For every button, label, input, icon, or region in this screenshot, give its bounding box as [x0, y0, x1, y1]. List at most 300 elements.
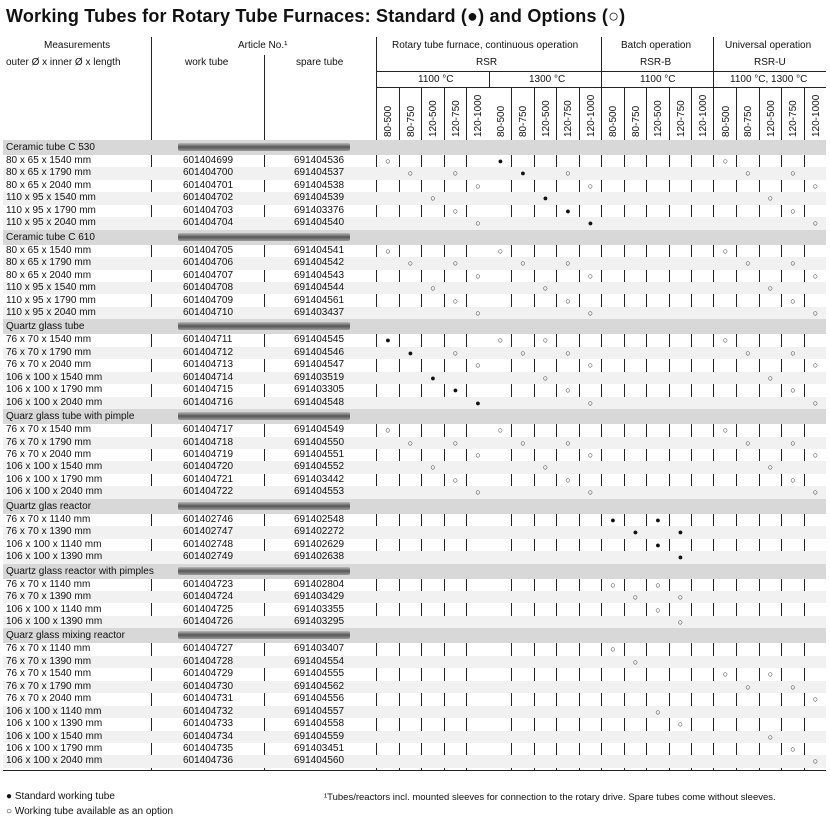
spare-tube-cell: 691402629	[294, 538, 345, 550]
measurement-cell: 80 x 65 x 1540 mm	[6, 155, 92, 166]
work-tube-cell: 601404704	[183, 217, 234, 229]
column-header: 80-500	[495, 105, 507, 137]
spare-tube-cell: 691403407	[294, 643, 345, 655]
spare-tube-cell: 691404548	[294, 396, 345, 408]
measurement-cell: 76 x 70 x 1790 mm	[6, 680, 92, 692]
option-mark: ○	[767, 669, 774, 680]
option-mark: ○	[452, 258, 459, 269]
work-tube-cell: 601402749	[183, 551, 234, 563]
work-tube-cell: 601404724	[183, 591, 234, 603]
legend-standard: ● Standard working tube	[6, 791, 115, 802]
row-stripe	[3, 616, 826, 628]
row-stripe	[3, 307, 826, 319]
column-header: 120-500	[653, 100, 664, 137]
work-tube-cell: 601404726	[183, 615, 234, 627]
option-mark: ○	[520, 347, 526, 358]
group-band	[3, 230, 826, 245]
measurement-cell: 76 x 70 x 1540 mm	[6, 424, 92, 436]
measurement-cell: 106 x 100 x 1390 mm	[6, 551, 103, 563]
option-mark: ○	[497, 335, 504, 346]
measurement-cell: 106 x 100 x 1140 mm	[6, 705, 102, 717]
measurement-cell: 80 x 65 x 1790 mm	[6, 167, 92, 179]
option-mark: ○	[745, 437, 751, 448]
work-tube-cell: 601404732	[183, 705, 234, 717]
work-tube-cell: 601404706	[183, 257, 234, 269]
column-header: 120-1000	[585, 94, 597, 137]
work-tube-cell: 601404707	[183, 269, 234, 281]
row-stripe	[3, 282, 826, 294]
measurement-cell: 110 x 95 x 1540 mm	[6, 192, 96, 204]
option-mark: ○	[587, 360, 594, 371]
work-tube-cell: 601404718	[183, 436, 234, 448]
work-tube-cell: 601404717	[183, 424, 234, 436]
measurement-cell: 106 x 100 x 1540 mm	[6, 371, 103, 383]
work-tube-cell: 601402747	[183, 526, 234, 538]
standard-mark: ●	[632, 527, 639, 538]
spare-tube-cell: 691404550	[294, 436, 345, 448]
option-mark: ○	[767, 462, 774, 473]
work-tube-cell: 601404711	[183, 334, 233, 346]
work-tube-cell: 601404708	[183, 282, 234, 294]
spare-tube-cell: 691402548	[294, 513, 345, 525]
measurement-cell: 106 x 100 x 1140 mm	[6, 603, 102, 615]
option-mark: ○	[385, 425, 391, 436]
rsrb-temp-header: 1100 °C	[640, 74, 676, 85]
option-mark: ○	[452, 437, 459, 448]
work-tube-cell: 601404700	[183, 167, 234, 179]
work-tube-cell: 601404730	[183, 680, 234, 692]
option-mark: ○	[790, 347, 796, 358]
option-mark: ○	[655, 604, 661, 615]
tube-image	[178, 322, 350, 330]
option-mark: ○	[767, 372, 774, 383]
spare-tube-cell: 691403305	[294, 384, 345, 396]
measurement-cell: 110 x 95 x 2040 mm	[6, 306, 96, 318]
header-line	[377, 71, 826, 72]
row-stripe	[3, 526, 826, 538]
measurements-subheader: outer Ø x inner Ø x length	[6, 57, 121, 68]
option-mark: ○	[407, 258, 414, 269]
standard-mark: ●	[430, 372, 436, 383]
column-header: 120-500	[428, 100, 439, 137]
work-tube-cell: 601404716	[183, 396, 234, 408]
option-mark: ○	[812, 307, 819, 318]
option-mark: ○	[475, 450, 481, 460]
measurement-cell: 76 x 70 x 2040 mm	[6, 449, 92, 460]
work-tube-cell: 601404735	[183, 743, 234, 754]
measurement-cell: 76 x 70 x 1790 mm	[6, 346, 92, 358]
work-tube-cell: 601404733	[183, 718, 234, 730]
measurement-cell: 110 x 95 x 1540 mm	[6, 282, 96, 294]
work-tube-cell: 601404713	[183, 359, 234, 371]
measurement-cell: 106 x 100 x 2040 mm	[6, 486, 103, 498]
standard-mark: ●	[452, 385, 459, 396]
standard-mark: ●	[655, 514, 661, 525]
option-mark: ○	[452, 474, 459, 485]
tube-image	[178, 143, 350, 151]
option-mark: ○	[812, 450, 819, 460]
row-stripe	[3, 755, 826, 767]
spare-tube-cell: 691402804	[294, 578, 345, 590]
group-name: Ceramic tube C 610	[6, 231, 95, 243]
column-header: 120-1000	[810, 94, 822, 137]
divider-line	[489, 72, 490, 88]
standard-mark: ●	[407, 347, 414, 358]
standard-mark: ●	[475, 397, 481, 408]
measurement-cell: 110 x 95 x 2040 mm	[6, 217, 96, 229]
spare-tube-cell: 691403442	[294, 473, 345, 485]
option-mark: ○	[542, 335, 549, 346]
spare-tube-cell: 691404537	[294, 167, 345, 179]
option-mark: ○	[565, 474, 571, 485]
column-header: 120-750	[450, 100, 462, 137]
option-mark: ○	[475, 218, 481, 229]
option-mark: ○	[452, 168, 459, 179]
option-mark: ○	[722, 335, 729, 346]
option-mark: ○	[790, 385, 796, 396]
spare-tube-cell: 691404536	[294, 155, 345, 166]
option-mark: ○	[565, 295, 571, 306]
standard-mark: ●	[497, 156, 504, 166]
work-tube-cell: 601402748	[183, 538, 234, 550]
column-header: 120-1000	[698, 94, 709, 137]
measurement-cell: 106 x 100 x 1390 mm	[6, 615, 103, 627]
work-tube-cell: 601404720	[183, 461, 234, 473]
option-mark: ○	[677, 616, 684, 627]
option-mark: ○	[655, 706, 661, 717]
rsr-group-header: Rotary tube furnace, continuous operation	[392, 40, 579, 51]
option-mark: ○	[812, 397, 819, 408]
option-mark: ○	[385, 156, 391, 166]
spare-tube-cell: 691403376	[294, 204, 345, 216]
option-mark: ○	[812, 360, 819, 371]
option-mark: ○	[475, 270, 481, 281]
work-tube-cell: 601404715	[183, 384, 234, 396]
spare-tube-cell: 691404553	[294, 486, 345, 498]
option-mark: ○	[632, 592, 639, 603]
option-mark: ○	[745, 258, 751, 269]
tube-image	[178, 412, 350, 420]
column-header: 80-500	[720, 105, 732, 137]
spare-tube-cell: 691403429	[294, 591, 345, 603]
table-bottom-line	[3, 770, 826, 771]
option-mark: ○	[722, 425, 729, 436]
option-mark: ○	[722, 245, 729, 256]
spare-tube-cell: 691404554	[294, 655, 345, 667]
column-header: 80-750	[405, 105, 417, 137]
option-mark: ○	[407, 168, 414, 179]
option-mark: ○	[767, 193, 774, 204]
option-mark: ○	[677, 592, 684, 603]
measurement-cell: 76 x 70 x 1390 mm	[6, 526, 92, 538]
work-tube-cell: 601404701	[183, 179, 234, 191]
standard-mark: ●	[677, 527, 684, 538]
measurement-cell: 80 x 65 x 2040 mm	[6, 269, 92, 281]
row-stripe	[3, 372, 826, 384]
measurement-cell: 106 x 100 x 1790 mm	[6, 743, 103, 754]
spare-tube-cell: 691404546	[294, 346, 345, 358]
option-mark: ○	[610, 579, 616, 590]
option-mark: ○	[542, 283, 549, 294]
rsrb-model-header: RSR-B	[640, 57, 672, 68]
spare-tube-cell: 691404558	[294, 718, 345, 730]
work-tube-cell: 601404729	[183, 668, 234, 680]
spare-tube-cell: 691403437	[294, 306, 345, 318]
option-mark: ○	[475, 487, 481, 498]
option-mark: ○	[790, 205, 796, 216]
spare-tube-cell: 691404538	[294, 179, 345, 191]
column-header: 80-750	[743, 105, 754, 137]
column-header: 120-500	[540, 100, 552, 137]
header-line	[377, 87, 826, 88]
option-mark: ○	[632, 656, 639, 667]
measurement-cell: 106 x 100 x 1540 mm	[6, 461, 103, 473]
row-stripe	[3, 486, 826, 498]
spare-tube-cell: 691404561	[294, 294, 345, 306]
standard-mark: ●	[587, 218, 594, 229]
measurement-cell: 76 x 70 x 2040 mm	[6, 693, 92, 705]
group-name: Quartz glass reactor with pimples	[6, 565, 154, 577]
measurement-cell: 80 x 65 x 1790 mm	[6, 257, 92, 269]
spare-tube-cell: 691403355	[294, 603, 345, 615]
work-tube-cell: 601404728	[183, 655, 234, 667]
spare-tube-cell: 691404559	[294, 730, 345, 742]
option-mark: ○	[790, 474, 796, 485]
measurement-cell: 76 x 70 x 1390 mm	[6, 591, 92, 603]
measurement-cell: 76 x 70 x 1540 mm	[6, 668, 92, 680]
spare-tube-cell: 691404544	[294, 282, 345, 294]
work-tube-cell: 601404723	[183, 578, 234, 590]
row-stripe	[3, 731, 826, 743]
column-header: 80-750	[630, 105, 642, 137]
spare-tube-cell: 691404541	[294, 244, 345, 256]
rsrb-group-header: Batch operation	[621, 40, 692, 51]
option-mark: ○	[722, 669, 729, 680]
option-mark: ○	[430, 193, 436, 204]
work-tube-cell: 601404703	[183, 204, 234, 216]
option-mark: ○	[610, 644, 616, 655]
option-mark: ○	[542, 462, 549, 473]
legend-option: ○ Working tube available as an option	[6, 806, 174, 817]
option-mark: ○	[587, 307, 594, 318]
tube-image	[178, 502, 350, 510]
row-stripe	[3, 706, 826, 718]
spare-tube-cell: 691404556	[294, 693, 345, 705]
work-tube-cell: 601404705	[183, 244, 234, 256]
work-tube-cell: 601404714	[183, 371, 234, 383]
work-tube-header: work tube	[185, 57, 229, 68]
work-tube-cell: 601404727	[183, 643, 234, 655]
option-mark: ○	[452, 347, 459, 358]
work-tube-cell: 601404710	[183, 306, 234, 318]
option-mark: ○	[790, 258, 796, 269]
option-mark: ○	[677, 719, 684, 730]
row-stripe	[3, 192, 826, 204]
option-mark: ○	[430, 283, 436, 294]
spare-tube-cell: 691403451	[294, 743, 345, 754]
page-title: Working Tubes for Rotary Tube Furnaces: Standard (●) and Options (○)	[6, 6, 626, 26]
option-mark: ○	[722, 156, 729, 166]
option-mark: ○	[790, 295, 796, 306]
rsr-1300-header: 1300 °C	[529, 74, 566, 85]
row-stripe	[3, 656, 826, 668]
option-mark: ○	[812, 180, 819, 191]
spare-tube-cell: 691404545	[294, 334, 345, 346]
option-mark: ○	[475, 180, 481, 191]
spare-tube-cell: 691404560	[294, 755, 345, 767]
standard-mark: ●	[565, 205, 571, 216]
measurements-header: Measurements	[44, 40, 111, 51]
measurement-cell: 76 x 70 x 1540 mm	[6, 334, 92, 346]
option-mark: ○	[475, 360, 481, 371]
standard-mark: ●	[655, 539, 661, 550]
row-stripe	[3, 681, 826, 693]
option-mark: ○	[385, 245, 391, 256]
column-header: 80-500	[608, 105, 619, 137]
measurement-cell: 76 x 70 x 1140 mm	[6, 578, 91, 590]
option-mark: ○	[497, 425, 504, 436]
option-mark: ○	[812, 756, 819, 767]
work-tube-cell: 601404699	[183, 155, 234, 166]
work-tube-cell: 601404702	[183, 192, 234, 204]
option-mark: ○	[655, 579, 661, 590]
rsr-1100-header: 1100 °C	[418, 74, 454, 85]
option-mark: ○	[520, 258, 526, 269]
measurement-cell: 80 x 65 x 1540 mm	[6, 244, 92, 256]
measurement-cell: 106 x 100 x 1140 mm	[6, 538, 102, 550]
option-mark: ○	[565, 347, 571, 358]
option-mark: ○	[565, 385, 571, 396]
option-mark: ○	[745, 347, 751, 358]
option-mark: ○	[790, 681, 796, 692]
column-header: 120-500	[765, 100, 777, 137]
option-mark: ○	[542, 372, 549, 383]
group-name: Ceramic tube C 530	[6, 142, 95, 153]
option-mark: ○	[812, 694, 819, 705]
spare-tube-cell: 691404547	[294, 359, 345, 371]
work-tube-cell: 601404731	[183, 693, 234, 705]
spare-tube-cell: 691404562	[294, 680, 345, 692]
option-mark: ○	[452, 295, 459, 306]
spare-tube-cell: 691404543	[294, 269, 345, 281]
row-stripe	[3, 461, 826, 473]
spare-tube-header: spare tube	[296, 57, 344, 68]
option-mark: ○	[812, 270, 819, 281]
spare-tube-cell: 691404540	[294, 217, 345, 229]
option-mark: ○	[565, 168, 571, 179]
option-mark: ○	[407, 437, 414, 448]
measurement-cell: 110 x 95 x 1790 mm	[6, 204, 96, 216]
standard-mark: ●	[677, 552, 684, 563]
group-name: Quarz glass mixing reactor	[6, 630, 125, 642]
column-header: 80-500	[383, 105, 394, 137]
spare-tube-cell: 691404549	[294, 424, 345, 436]
work-tube-cell: 601404725	[183, 603, 234, 615]
footnote: ¹Tubes/reactors incl. mounted sleeves for connection to the rotary drive. Spare tubes come without sleeves.	[324, 792, 776, 803]
measurement-cell: 110 x 95 x 1790 mm	[6, 294, 96, 306]
option-mark: ○	[587, 180, 594, 191]
group-name: Quartz glass tube	[6, 321, 85, 333]
option-mark: ○	[767, 283, 774, 294]
column-header: 120-750	[788, 100, 799, 137]
tube-image	[178, 233, 350, 241]
spare-tube-cell: 691402638	[294, 551, 345, 563]
work-tube-cell: 601404734	[183, 730, 234, 742]
measurement-cell: 106 x 100 x 2040 mm	[6, 396, 103, 408]
column-header: 120-1000	[473, 94, 484, 137]
option-mark: ○	[587, 397, 594, 408]
rsru-temp-header: 1100 °C, 1300 °C	[730, 74, 808, 85]
group-band	[3, 499, 826, 514]
work-tube-cell: 601404719	[183, 449, 234, 460]
measurement-cell: 106 x 100 x 1540 mm	[6, 730, 103, 742]
spare-tube-cell: 691404551	[294, 449, 345, 460]
spare-tube-cell: 691404552	[294, 461, 345, 473]
standard-mark: ●	[520, 168, 526, 179]
spare-tube-cell: 691404542	[294, 257, 345, 269]
measurement-cell: 106 x 100 x 2040 mm	[6, 755, 103, 767]
option-mark: ○	[452, 205, 459, 216]
spare-tube-cell: 691404539	[294, 192, 345, 204]
group-band	[3, 628, 826, 643]
work-tube-cell: 601402746	[183, 513, 234, 525]
option-mark: ○	[587, 270, 594, 281]
row-stripe	[3, 217, 826, 229]
group-name: Quarz glass tube with pimple	[6, 411, 135, 423]
row-stripe	[3, 591, 826, 603]
spare-tube-cell: 691404555	[294, 668, 345, 680]
measurement-cell: 80 x 65 x 2040 mm	[6, 179, 92, 191]
measurement-cell: 106 x 100 x 1390 mm	[6, 718, 103, 730]
option-mark: ○	[475, 307, 481, 318]
option-mark: ○	[497, 245, 504, 256]
option-mark: ○	[745, 681, 751, 692]
work-tube-cell: 601404712	[183, 346, 234, 358]
row-stripe	[3, 397, 826, 409]
column-header: 120-750	[563, 100, 574, 137]
option-mark: ○	[790, 168, 796, 179]
option-mark: ○	[587, 450, 594, 460]
standard-mark: ●	[610, 514, 616, 525]
rsru-model-header: RSR-U	[754, 57, 786, 68]
work-tube-cell: 601404736	[183, 755, 234, 767]
row-stripe	[3, 551, 826, 563]
group-name: Quartz glas reactor	[6, 500, 92, 512]
group-band	[3, 319, 826, 334]
tube-image	[178, 567, 350, 575]
article-no-header: Article No.¹	[238, 40, 288, 51]
standard-mark: ●	[385, 335, 391, 346]
measurement-cell: 76 x 70 x 1140 mm	[6, 513, 91, 525]
rsr-model-header: RSR	[476, 57, 498, 68]
measurement-cell: 106 x 100 x 1790 mm	[6, 384, 103, 396]
measurement-cell: 76 x 70 x 1390 mm	[6, 655, 92, 667]
option-mark: ○	[812, 218, 819, 229]
spare-tube-cell: 691403295	[294, 615, 345, 627]
option-mark: ○	[790, 437, 796, 448]
option-mark: ○	[790, 744, 796, 754]
spare-tube-cell: 691403519	[294, 371, 345, 383]
option-mark: ○	[565, 437, 571, 448]
measurement-cell: 106 x 100 x 1790 mm	[6, 473, 103, 485]
column-header: 80-750	[518, 105, 529, 137]
rsru-group-header: Universal operation	[725, 40, 812, 51]
work-tube-cell: 601404721	[183, 473, 234, 485]
spare-tube-cell: 691402272	[294, 526, 345, 538]
option-mark: ○	[812, 487, 819, 498]
work-tube-cell: 601404722	[183, 486, 234, 498]
measurement-cell: 76 x 70 x 2040 mm	[6, 359, 92, 371]
